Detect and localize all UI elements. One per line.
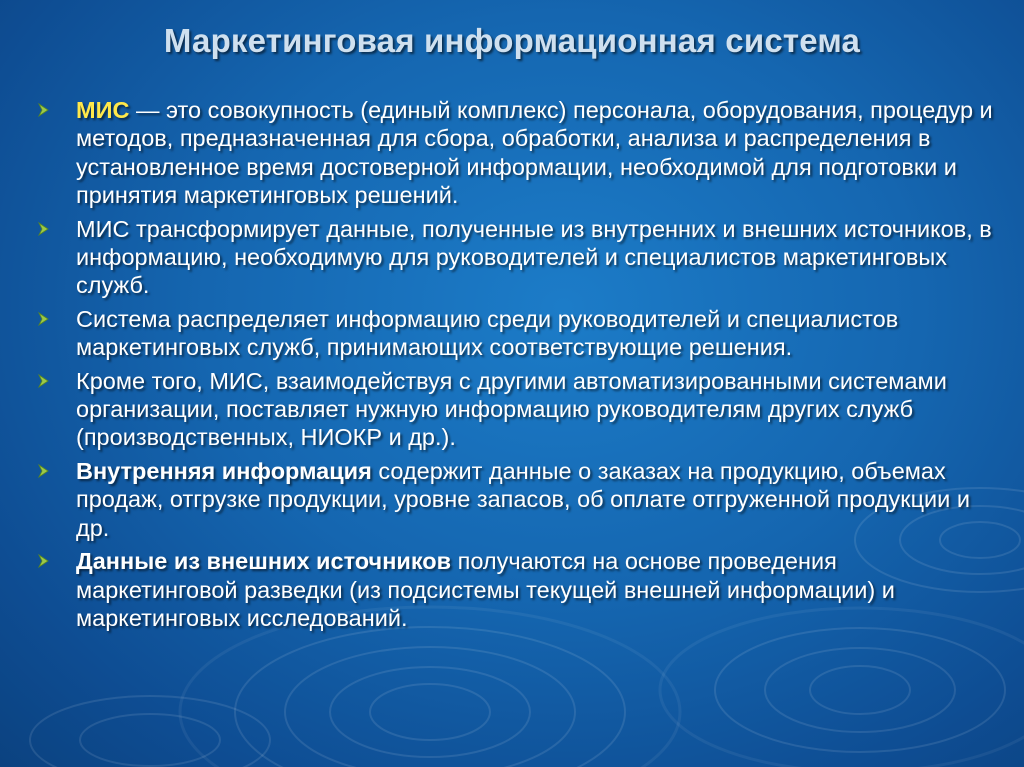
bullet-list (36, 96, 996, 637)
chevron-arrow-bullet-icon (36, 221, 52, 237)
chevron-arrow-bullet-icon (36, 373, 52, 389)
chevron-arrow-bullet-icon (36, 463, 52, 479)
chevron-arrow-bullet-icon (36, 553, 52, 569)
bullet-lead-term: Данные из внешних источников (76, 548, 452, 575)
bullet-text: содержит данные о заказах на продукцию, объемах продаж, отгрузке продукции, уровне запасов, об оплате отгруженной продукции и др. (76, 457, 970, 541)
bullet-text: — это совокупность (единый комплекс) персонала, оборудования, процедур и методов, предназначенная для сбора, обработки, анализа и распределения в установленное время достоверной информации, необходимой для подготовки и принятия маркетинговых решений. (76, 97, 993, 209)
bullet-text: Система распределяет информацию среди руководителей и специалистов маркетинговых служб, принимающих соответствующие решения. (76, 305, 899, 361)
chevron-arrow-bullet-icon (36, 311, 52, 327)
bullet-lead-term: МИС (76, 97, 130, 123)
bullet-item (36, 367, 996, 452)
bullet-text: МИС трансформирует данные, полученные из внутренних и внешних источников, в информацию, необходимую для руководителей и специалистов маркетинговых служб. (76, 215, 992, 299)
bullet-item (36, 457, 996, 542)
bullet-lead-term: Внутренняя информация (76, 457, 372, 484)
chevron-arrow-bullet-icon (36, 102, 52, 118)
bullet-item (36, 547, 996, 632)
bullet-text: Кроме того, МИС, взаимодействуя с другими автоматизированными системами организации, поставляет нужную информацию руководителям других служб (производственных, НИОКР и др.). (76, 367, 947, 451)
bullet-item (36, 215, 996, 300)
bullet-item (36, 96, 996, 210)
bullet-item (36, 305, 996, 362)
bullet-text: получаются на основе проведения маркетинговой разведки (из подсистемы текущей внешней информации) и маркетинговых исследований. (76, 548, 895, 631)
slide-title: Маркетинговая информационная система (163, 22, 861, 59)
